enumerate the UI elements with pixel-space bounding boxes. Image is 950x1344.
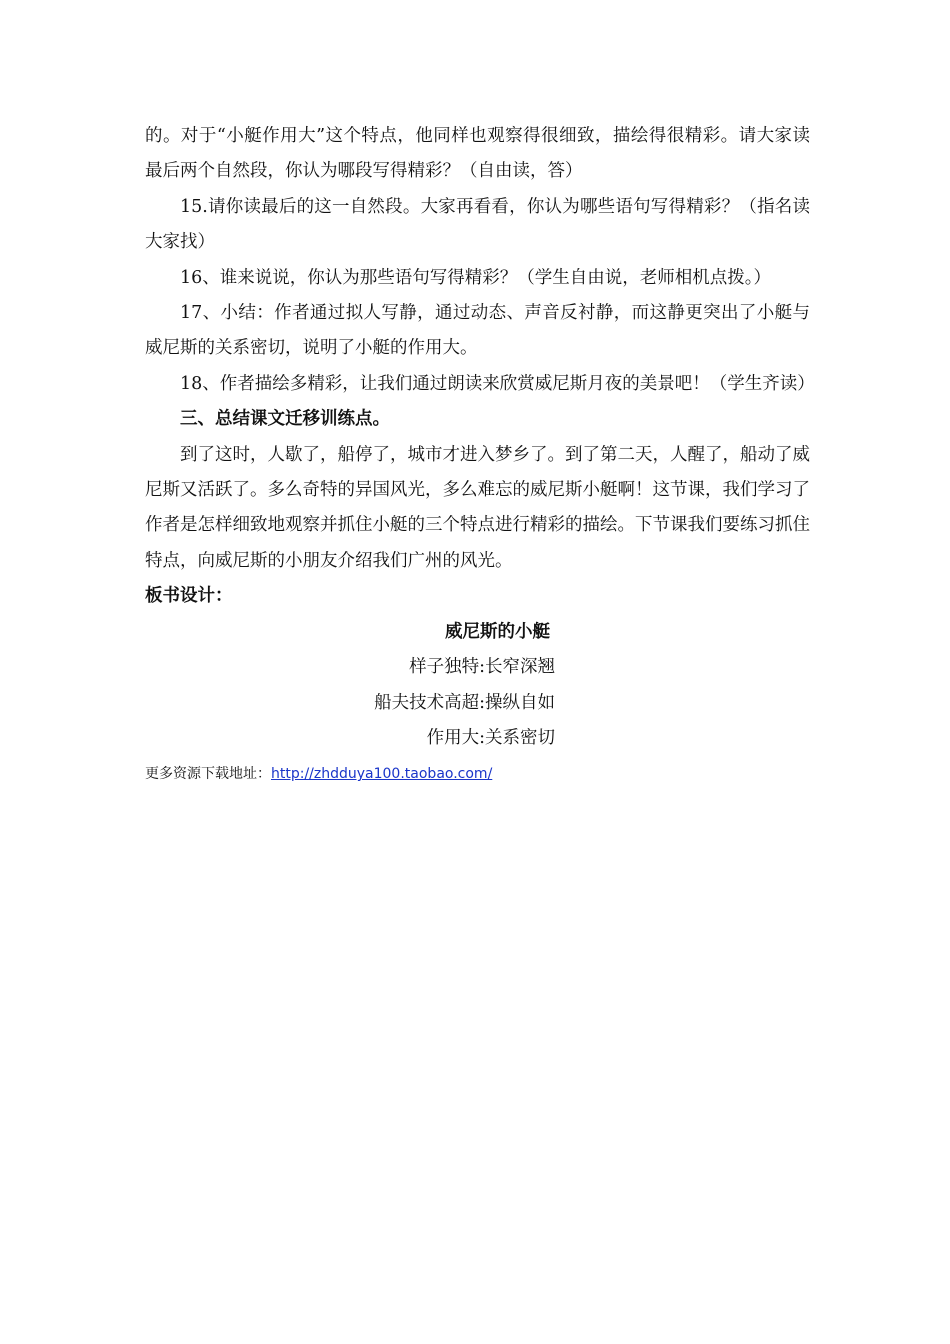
- footer-link[interactable]: http://zhdduya100.taobao.com/: [271, 766, 493, 783]
- paragraph-summary: 到了这时，人歇了，船停了，城市才进入梦乡了。到了第二天，人醒了，船动了威尼斯又活跃了。多么奇特的异国风光，多么难忘的威尼斯小艇啊！这节课，我们学习了作者是怎样细致地观察并抓住小艇的三个特点进行精彩的描绘。下节课我们要练习抓住特点，向威尼斯的小朋友介绍我们广州的风光。: [145, 444, 810, 571]
- paragraph-step-17: 17、小结：作者通过拟人写静，通过动态、声音反衬静，而这静更突出了小艇与威尼斯的关系密切，说明了小艇的作用大。: [145, 303, 810, 359]
- paragraph-step-15: 15.请你读最后的这一自然段。大家再看看，你认为哪些语句写得精彩？（指名读大家找）: [145, 196, 810, 253]
- board-line-text: 作用大:关系密切: [426, 727, 555, 748]
- board-line: [145, 650, 810, 685]
- footer-label: 更多资源下载地址：: [145, 766, 271, 783]
- document-body: [145, 119, 815, 788]
- paragraph-step-18: 18、作者描绘多精彩，让我们通过朗读来欣赏威尼斯月夜的美景吧！（学生齐读）: [180, 373, 815, 394]
- board-line: [145, 721, 810, 756]
- board-title: 威尼斯的小艇: [445, 621, 550, 642]
- paragraph-step-16: 16、谁来说说，你认为那些语句写得精彩？（学生自由说，老师相机点拨。）: [180, 267, 772, 288]
- footer-resource: [145, 760, 810, 788]
- board-design-heading: 板书设计：: [145, 586, 233, 607]
- board-line-text: 船夫技术高超:操纵自如: [374, 692, 555, 713]
- paragraph-continuation: 的。对于“小艇作用大”这个特点，他同样也观察得很细致，描绘得很精彩。请大家读最后两个自然段，你认为哪段写得精彩？（自由读，答）: [145, 126, 810, 182]
- board-line: [145, 686, 810, 721]
- section-heading: 三、总结课文迁移训练点。: [180, 409, 390, 430]
- board-line-text: 样子独特:长窄深翘: [409, 657, 555, 678]
